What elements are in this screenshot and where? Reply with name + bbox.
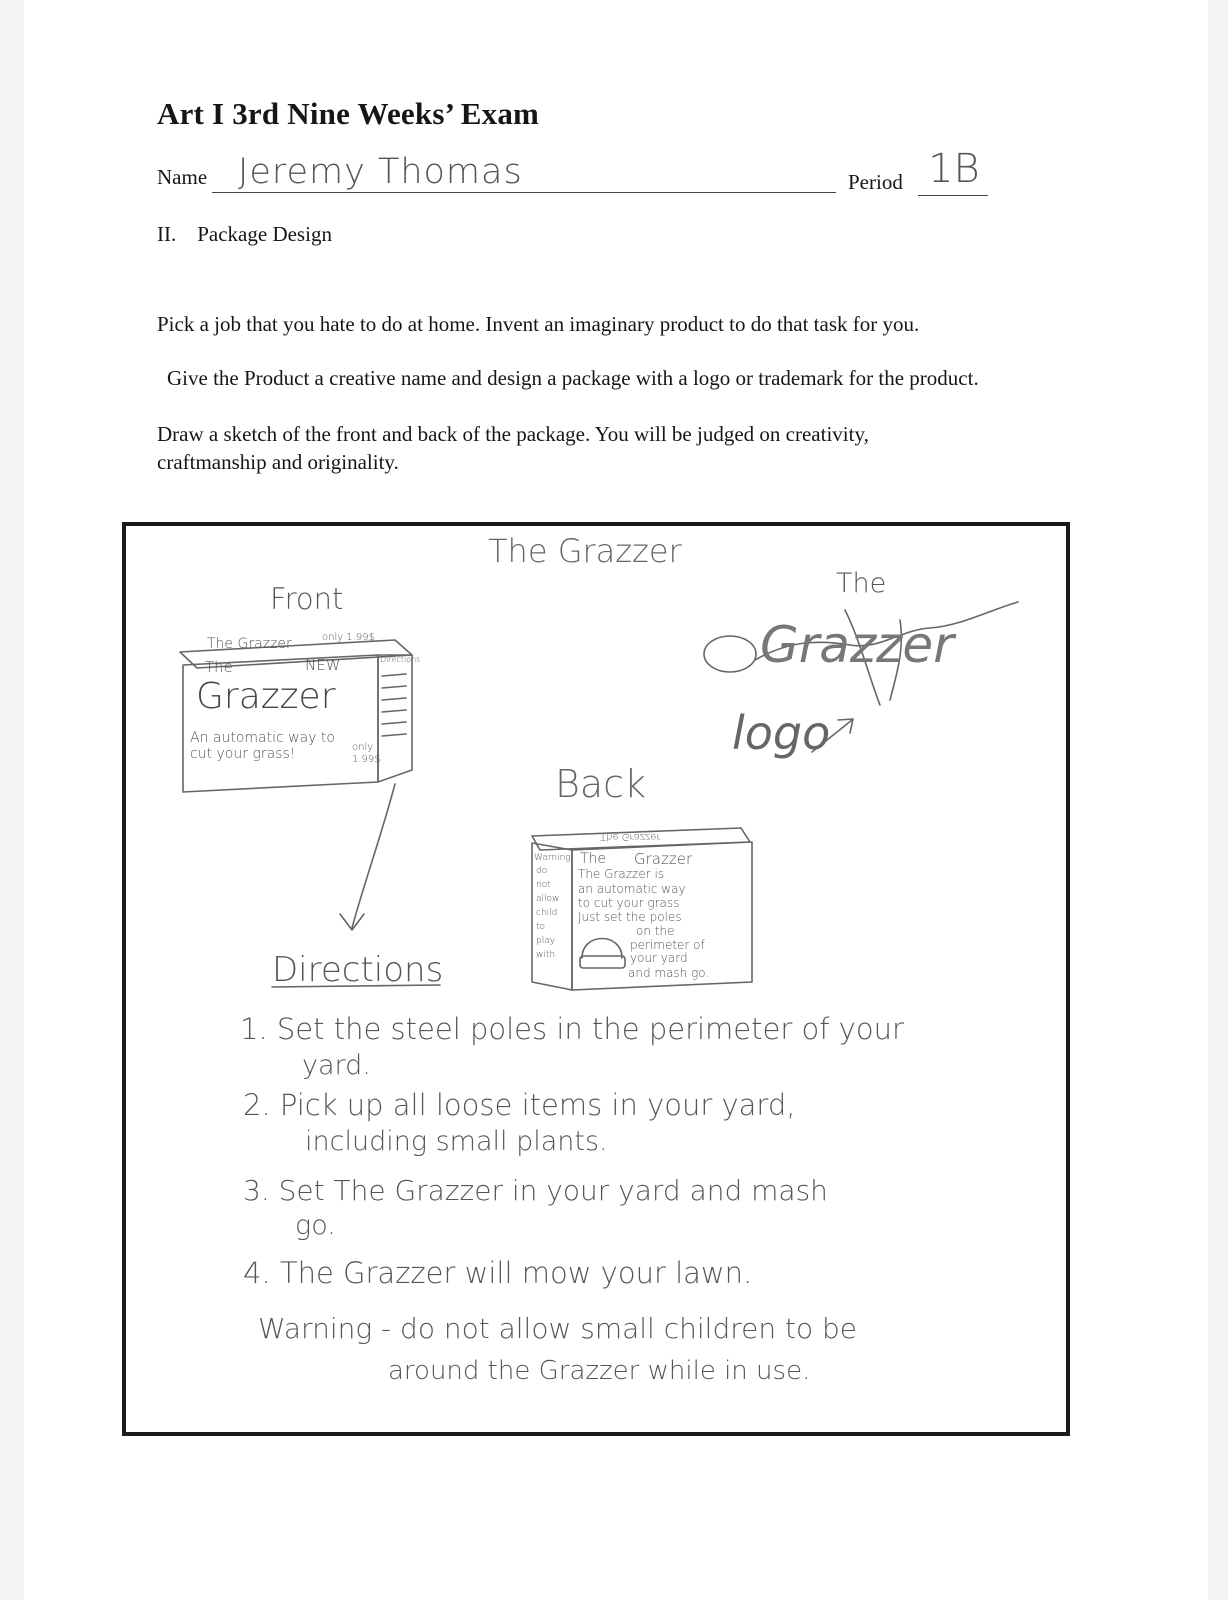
back-body-line: Just set the poles bbox=[578, 910, 682, 924]
back-side-text: child bbox=[536, 908, 558, 918]
back-side-text: with bbox=[536, 950, 556, 960]
front-the: The bbox=[205, 658, 233, 676]
back-product-name: Grazzer bbox=[634, 850, 693, 868]
back-body-line: on the bbox=[636, 924, 675, 938]
helmet-sketch bbox=[582, 939, 622, 959]
direction-line: including small plants. bbox=[305, 1126, 608, 1157]
front-new-badge: NEW bbox=[305, 656, 341, 674]
back-side-text: to bbox=[536, 922, 546, 932]
instruction-line: Give the Product a creative name and design a package with a logo or trademark for the product. bbox=[167, 366, 979, 390]
section-heading: II. Package Design bbox=[157, 222, 332, 246]
drawing-title: The Grazzer bbox=[488, 532, 682, 570]
logo-swirl bbox=[704, 636, 756, 672]
back-label: Back bbox=[555, 762, 647, 806]
front-arrow bbox=[352, 784, 395, 928]
warning-line: Warning - do not allow small children to be bbox=[258, 1312, 857, 1345]
back-side-text: Warning bbox=[534, 853, 571, 863]
student-name: Jeremy Thomas bbox=[238, 152, 523, 192]
direction-line: 2. Pick up all loose items in your yard, bbox=[243, 1088, 796, 1122]
warning-line: around the Grazzer while in use. bbox=[388, 1356, 811, 1386]
back-body-line: to cut your grass bbox=[578, 896, 680, 910]
direction-line: 4. The Grazzer will mow your lawn. bbox=[243, 1256, 753, 1290]
direction-line: yard. bbox=[302, 1050, 371, 1081]
instruction-line: craftmanship and originality. bbox=[157, 450, 399, 474]
logo-name: Grazzer bbox=[760, 616, 954, 674]
back-side-text: not bbox=[536, 880, 551, 890]
exam-title: Art I 3rd Nine Weeks’ Exam bbox=[157, 96, 540, 131]
front-side-text: Directions bbox=[380, 655, 421, 664]
logo-the: The bbox=[836, 568, 887, 599]
front-tagline: An automatic way to cut your grass! bbox=[190, 730, 335, 762]
back-side-text: allow bbox=[536, 894, 560, 904]
directions-heading: Directions bbox=[272, 950, 444, 990]
instruction-line: Draw a sketch of the front and back of the package. You will be judged on creativity, bbox=[157, 422, 869, 446]
back-side-text: do bbox=[536, 866, 548, 876]
period-label: Period bbox=[848, 170, 903, 194]
back-body-line: The Grazzer is bbox=[578, 867, 665, 881]
front-product-name: Grazzer bbox=[196, 676, 336, 717]
direction-line: go. bbox=[295, 1210, 336, 1241]
logo-label: logo bbox=[732, 706, 831, 760]
front-price: only 1.99$ bbox=[352, 742, 381, 765]
front-top-face-text: The Grazzer bbox=[207, 636, 292, 652]
direction-line: 3. Set The Grazzer in your yard and mash bbox=[243, 1174, 828, 1207]
back-body-line: perimeter of bbox=[630, 938, 705, 952]
name-label: Name bbox=[157, 165, 208, 189]
back-body-line: and mash go. bbox=[628, 966, 710, 980]
back-the: The bbox=[580, 851, 607, 867]
back-side-text: play bbox=[536, 936, 556, 946]
front-top-badge: only 1.99$ bbox=[322, 632, 375, 643]
period-value: 1B bbox=[928, 146, 980, 192]
instruction-line: Pick a job that you hate to do at home. Invent an imaginary product to do that task for you. bbox=[157, 312, 920, 336]
back-body-line: your yard bbox=[630, 951, 688, 965]
back-body-line: an automatic way bbox=[578, 882, 686, 896]
front-label: Front bbox=[270, 582, 344, 616]
front-box-side bbox=[378, 655, 412, 782]
direction-line: 1. Set the steel poles in the perimeter of your bbox=[240, 1012, 904, 1046]
back-top-face-text: The Grazzer bbox=[600, 831, 661, 842]
